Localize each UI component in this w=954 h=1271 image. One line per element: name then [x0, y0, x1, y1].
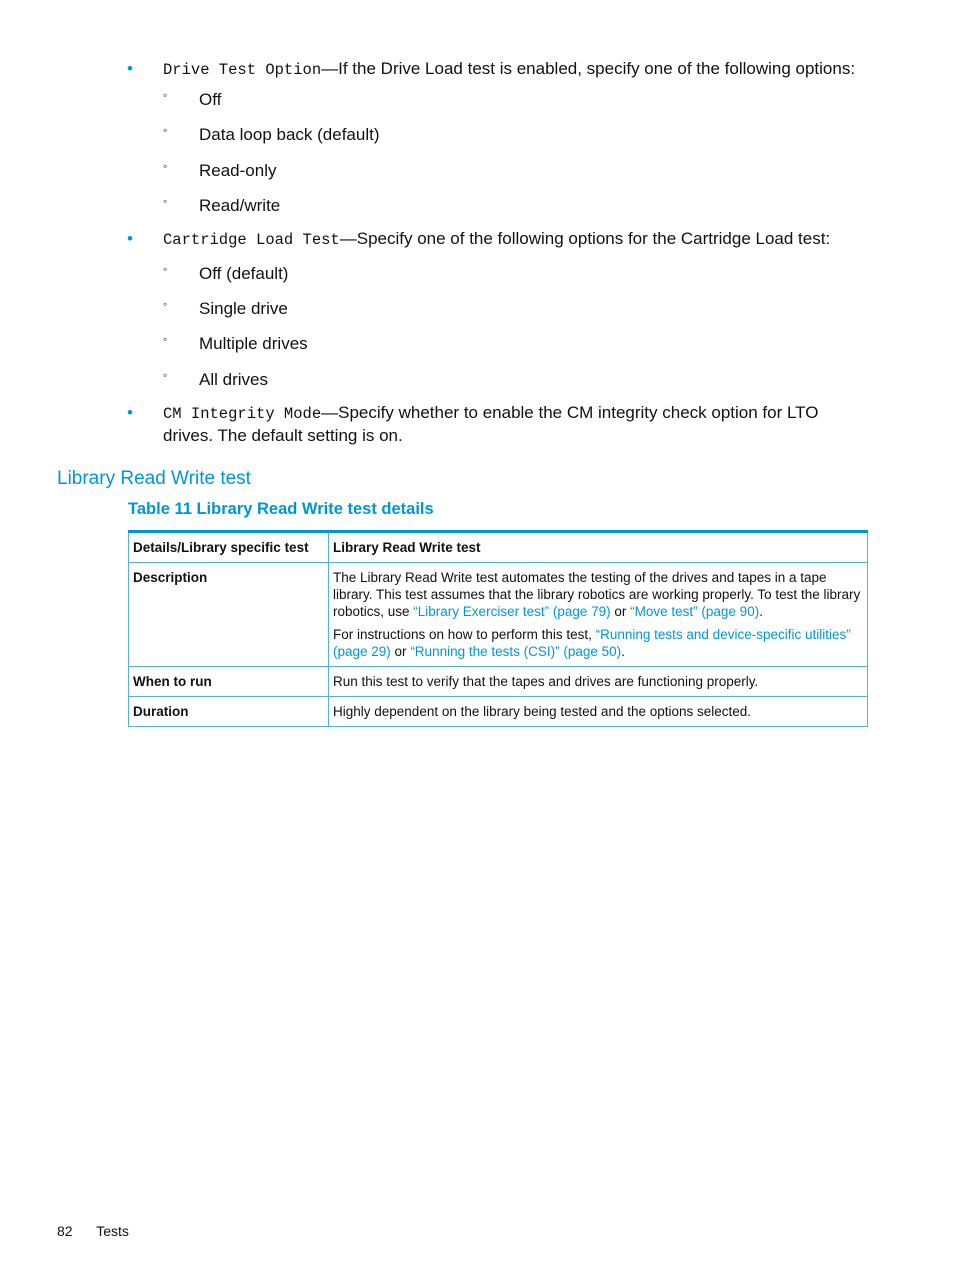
circle-bullet-icon: ◦: [163, 88, 168, 102]
description-text: The Library Read Write test automates the testing of the drives and tapes in a tape library. This test assumes that the library robotics are working properly. To test the library robotics, use: [333, 570, 861, 619]
sub-item-text: Read/write: [199, 195, 281, 215]
list-item-cartridge-load-test: [127, 228, 872, 251]
column-header: Details/Library specific test: [129, 532, 329, 563]
sub-list-item: [127, 195, 872, 228]
table-header-row: [129, 532, 868, 563]
option-code: Drive Test Option: [163, 61, 322, 79]
option-code: Cartridge Load Test: [163, 230, 340, 249]
circle-bullet-icon: ◦: [163, 332, 168, 347]
link-running-tests-utilities[interactable]: “Running tests and device-specific utilities” (page 29): [333, 627, 851, 659]
bullet-icon: •: [127, 228, 133, 248]
option-code: CM Integrity Mode: [163, 404, 322, 423]
section-title: Library Read Write test: [57, 468, 251, 489]
sub-item-text: Off (default): [199, 263, 289, 283]
instructions-text: For instructions on how to perform this test,: [333, 627, 596, 642]
instructions-text: .: [621, 644, 625, 659]
sub-list-item: [127, 124, 872, 159]
row-value: Run this test to verify that the tapes and drives are functioning properly.: [329, 667, 868, 697]
description-paragraph: [333, 569, 863, 620]
option-description: —Specify whether to enable the CM integrity check option for LTO drives. The default setting is on.: [163, 402, 819, 445]
circle-bullet-icon: ◦: [163, 158, 168, 173]
bullet-icon: •: [127, 402, 133, 422]
list-item-drive-test-option: [127, 58, 872, 81]
circle-bullet-icon: ◦: [163, 123, 168, 138]
sub-item-text: Data loop back (default): [199, 125, 380, 145]
sub-item-text: Single drive: [199, 299, 288, 319]
sub-item-text: All drives: [199, 369, 268, 389]
sub-list-item: [127, 369, 872, 402]
description-text: or: [610, 604, 631, 619]
description-text: .: [759, 604, 763, 619]
sublist-cartridge-load-test: [127, 263, 872, 402]
sub-item-text: Off: [199, 90, 222, 109]
sub-item-text: Read-only: [199, 160, 277, 180]
link-move-test[interactable]: “Move test” (page 90): [630, 604, 760, 619]
table-row-duration: [129, 697, 868, 727]
sub-list-item: [127, 160, 872, 195]
instructions-text: or: [390, 644, 411, 659]
circle-bullet-icon: ◦: [163, 261, 168, 276]
circle-bullet-icon: ◦: [163, 297, 168, 312]
option-list: [127, 58, 872, 447]
row-label: Duration: [129, 697, 329, 727]
column-header: Library Read Write test: [329, 532, 868, 563]
sublist-drive-test-option: [127, 89, 872, 228]
circle-bullet-icon: ◦: [163, 193, 168, 208]
table-row-description: [129, 563, 868, 667]
table-row-when-to-run: [129, 667, 868, 697]
row-value: [329, 563, 868, 667]
row-label: When to run: [129, 667, 329, 697]
link-library-exerciser-test[interactable]: “Library Exerciser test” (page 79): [413, 604, 611, 619]
link-running-tests-csi[interactable]: “Running the tests (CSI)” (page 50): [410, 644, 622, 659]
circle-bullet-icon: ◦: [163, 367, 168, 382]
sub-list-item: [127, 298, 872, 333]
sub-list-item: [127, 333, 872, 368]
page-footer: [57, 1223, 129, 1239]
instructions-paragraph: [333, 626, 863, 660]
sub-list-item: [127, 89, 872, 124]
option-description: —Specify one of the following options for the Cartridge Load test:: [339, 228, 831, 248]
row-label: Description: [129, 563, 329, 667]
bullet-icon: •: [127, 59, 133, 78]
sub-item-text: Multiple drives: [199, 334, 308, 354]
details-table: [128, 530, 868, 727]
list-item-cm-integrity-mode: [127, 402, 872, 447]
table-caption: Table 11 Library Read Write test details: [128, 500, 434, 518]
option-description: —If the Drive Load test is enabled, specify one of the following options:: [321, 59, 856, 78]
footer-section: Tests: [96, 1223, 129, 1239]
sub-list-item: [127, 263, 872, 298]
row-value: Highly dependent on the library being tested and the options selected.: [329, 697, 868, 727]
page-number: 82: [57, 1223, 73, 1239]
